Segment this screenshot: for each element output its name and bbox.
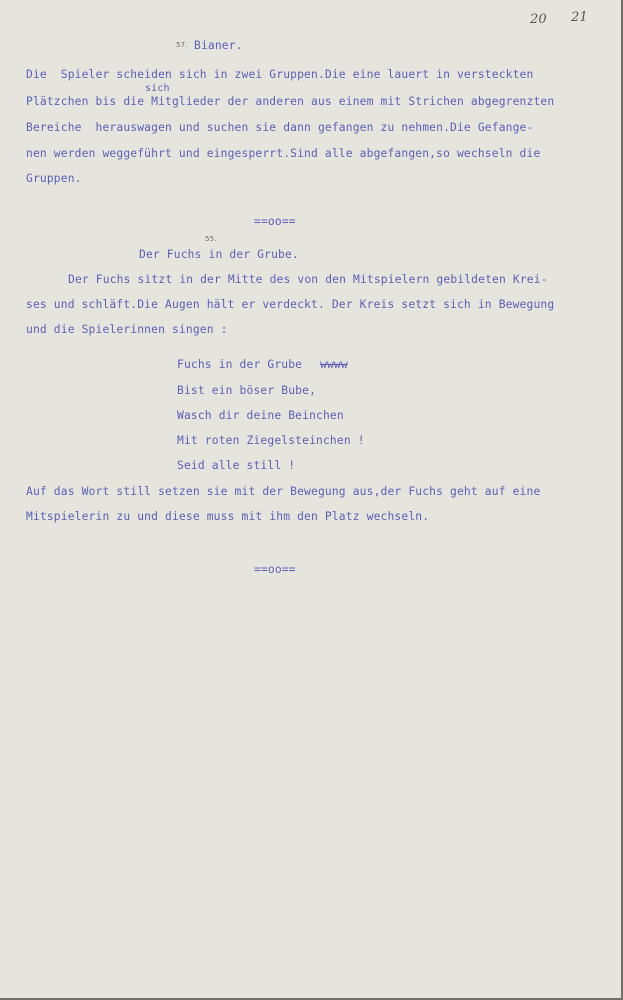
paragraph-line: Auf das Wort still setzen sie mit der Bewegung aus,der Fuchs geht auf eine [26, 485, 541, 498]
section-separator: ==oo== [254, 215, 296, 228]
paragraph-line: Der Fuchs sitzt in der Mitte des von den Mitspielern gebildeten Krei- [68, 273, 548, 286]
section-separator: ==oo== [254, 563, 296, 576]
song-line: Wasch dir deine Beinchen [177, 409, 344, 422]
song-line: Fuchs in der Grube [177, 358, 303, 371]
paragraph-line: ses und schläft.Die Augen hält er verdeckt. Der Kreis setzt sich in Bewegung [26, 298, 555, 311]
song-line: Mit roten Ziegelsteinchen ! [177, 434, 365, 447]
song-line: Seid alle still ! [177, 459, 296, 472]
paragraph-line: Bereiche herauswagen und suchen sie dann gefangen zu nehmen.Die Gefange- [26, 121, 534, 134]
game-number: 57. [176, 41, 188, 49]
game-number: 55. [205, 235, 217, 243]
song-strikeout: wwww [320, 358, 348, 371]
paragraph-line: Die Spieler scheiden sich in zwei Gruppen.Die eine lauert in versteckten [26, 68, 534, 81]
page-number-right: 21 [571, 10, 588, 25]
paragraph-line: Plätzchen bis die Mitglieder der anderen aus einem mit Strichen abgegrenzten [26, 95, 555, 108]
paragraph-line: Mitspielerin zu und diese muss mit ihm den Platz wechseln. [26, 510, 430, 523]
game-title: Bianer. [194, 39, 243, 52]
game-title: Der Fuchs in der Grube. [139, 248, 299, 261]
paragraph-line: nen werden weggeführt und eingesperrt.Sind alle abgefangen,so wechseln die [26, 147, 541, 160]
paragraph-line: Gruppen. [26, 172, 82, 185]
page-number-left: 20 [530, 12, 547, 27]
song-line: Bist ein böser Bube, [177, 384, 317, 397]
paragraph-line: und die Spielerinnen singen : [26, 323, 228, 336]
insertion-note: sich [145, 83, 170, 94]
